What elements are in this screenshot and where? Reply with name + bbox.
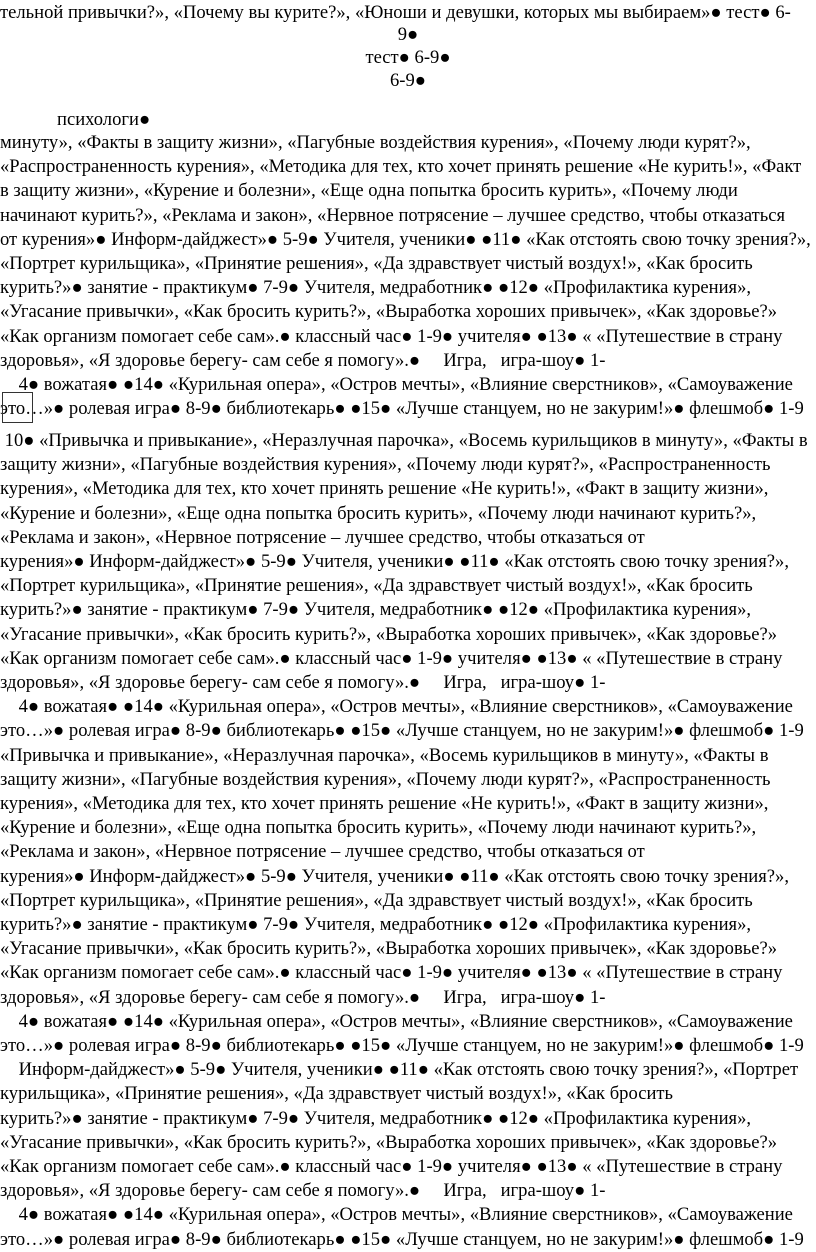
- text-line: от курения»● Информ-дайджест»● 5-9● Учителя, ученики● ●11● «Как отстоять свою точку зрения?»,: [0, 228, 811, 250]
- text-line: курильщика», «Принятие решения», «Да здравствует чистый воздух!», «Как бросить: [0, 1083, 674, 1105]
- text-line: 4● вожатая● ●14● «Курильная опера», «Остров мечты», «Влияние сверстников», «Самоуважение: [0, 1204, 793, 1226]
- text-line: курения»● Информ-дайджест»● 5-9● Учителя, ученики● ●11● «Как отстоять свою точку зрения?»,: [0, 865, 789, 887]
- text-line: минуту», «Факты в защиту жизни», «Пагубные воздействия курения», «Почему люди курят?»,: [0, 132, 751, 153]
- header-line: 9●: [397, 24, 419, 45]
- header-line: тест● 6-9●: [365, 47, 451, 68]
- text-line: Информ-дайджест»● 5-9● Учителя, ученики● ●11● «Как отстоять свою точку зрения?», «Портрет: [0, 1059, 799, 1081]
- text-line: здоровья», «Я здоровье берегу- сам себе я помогу».● Игра, игра-шоу● 1-: [0, 349, 606, 371]
- text-line: курения», «Методика для тех, кто хочет принять решение «Не курить!», «Факт в защиту жизни»,: [0, 793, 769, 814]
- text-line: «Портрет курильщика», «Принятие решения», «Да здравствует чистый воздух!», «Как бросить: [0, 575, 753, 597]
- text-line: «Угасание привычки», «Как бросить курить?», «Выработка хороших привычек», «Как здоровье?»: [0, 938, 778, 960]
- text-line: это…»● ролевая игра● 8-9● библиотекарь● ●15● «Лучше станцуем, но не закурим!»● флешмоб● 1-9: [0, 720, 804, 742]
- text-line: «Как организм помогает себе сам».● классный час● 1-9● учителя● ●13● « «Путешествие в страну: [0, 1156, 783, 1177]
- text-line: «Угасание привычки», «Как бросить курить?», «Выработка хороших привычек», «Как здоровье?»: [0, 1131, 778, 1153]
- text-line: курения»● Информ-дайджест»● 5-9● Учителя, ученики● ●11● «Как отстоять свою точку зрения?»,: [0, 551, 789, 572]
- text-line: курить?»● занятие - практикум● 7-9● Учителя, медработник● ●12● «Профилактика курения»,: [0, 914, 752, 935]
- text-line: курения», «Методика для тех, кто хочет принять решение «Не курить!», «Факт в защиту жизни»,: [0, 478, 769, 500]
- header-line: 6-9●: [389, 70, 427, 91]
- text-line: «Угасание привычки», «Как бросить курить?», «Выработка хороших привычек», «Как здоровье?»: [0, 301, 778, 323]
- text-line: 4● вожатая● ●14● «Курильная опера», «Остров мечты», «Влияние сверстников», «Самоуважение: [0, 1010, 793, 1032]
- text-line: курить?»● занятие - практикум● 7-9● Учителя, медработник● ●12● «Профилактика курения»,: [0, 599, 752, 621]
- text-line: «Портрет курильщика», «Принятие решения», «Да здравствует чистый воздух!», «Как бросить: [0, 253, 753, 274]
- text-line: «Курение и болезни», «Еще одна попытка бросить курить», «Почему люди начинают курить?»,: [0, 502, 757, 524]
- text-line: «Привычка и привыкание», «Неразлучная парочка», «Восемь курильщиков в минуту», «Факты в: [0, 744, 769, 766]
- text-line: начинают курить?», «Реклама и закон», «Нервное потрясение – лучшее средство, чтобы отказаться: [0, 204, 786, 226]
- text-line: «Курение и болезни», «Еще одна попытка бросить курить», «Почему люди начинают курить?»,: [0, 817, 757, 839]
- text-line: здоровья», «Я здоровье берегу- сам себе я помогу».● Игра, игра-шоу● 1-: [0, 672, 606, 693]
- text-line: здоровья», «Я здоровье берегу- сам себе я помогу».● Игра, игра-шоу● 1-: [0, 986, 606, 1008]
- psychologists-label: психологи●: [57, 109, 151, 130]
- text-line: 4● вожатая● ●14● «Курильная опера», «Остров мечты», «Влияние сверстников», «Самоуважение: [0, 374, 793, 395]
- text-line: «Портрет курильщика», «Принятие решения», «Да здравствует чистый воздух!», «Как бросить: [0, 889, 753, 911]
- text-line: «Распространенность курения», «Методика для тех, кто хочет принять решение «Не курить!», «Факт: [0, 156, 802, 178]
- text-line: защиту жизни», «Пагубные воздействия курения», «Почему люди курят?», «Распространенность: [0, 768, 771, 790]
- text-line: здоровья», «Я здоровье берегу- сам себе я помогу».● Игра, игра-шоу● 1-: [0, 1180, 606, 1202]
- text-line: в защиту жизни», «Курение и болезни», «Еще одна попытка бросить курить», «Почему люди: [0, 180, 738, 202]
- text-line: 4● вожатая● ●14● «Курильная опера», «Остров мечты», «Влияние сверстников», «Самоуважение: [0, 696, 793, 718]
- text-line: 10● «Привычка и привыкание», «Неразлучная парочка», «Восемь курильщиков в минуту», «Факты в: [0, 430, 808, 451]
- empty-box: [2, 392, 33, 423]
- text-line: это…»● ролевая игра● 8-9● библиотекарь● ●15● «Лучше станцуем, но не закурим!»● флешмоб● 1-9: [0, 398, 804, 420]
- text-line: курить?»● занятие - практикум● 7-9● Учителя, медработник● ●12● «Профилактика курения»,: [0, 1107, 752, 1129]
- text-line: «Как организм помогает себе сам».● классный час● 1-9● учителя● ●13● « «Путешествие в страну: [0, 325, 783, 347]
- text-line: защиту жизни», «Пагубные воздействия курения», «Почему люди курят?», «Распространенность: [0, 454, 771, 476]
- text-line: «Как организм помогает себе сам».● классный час● 1-9● учителя● ●13● « «Путешествие в страну: [0, 962, 783, 984]
- text-line: «Реклама и закон», «Нервное потрясение – лучшее средство, чтобы отказаться от: [0, 526, 645, 548]
- text-line: это…»● ролевая игра● 8-9● библиотекарь● ●15● «Лучше станцуем, но не закурим!»● флешмоб● 1-9: [0, 1228, 804, 1250]
- text-line: курить?»● занятие - практикум● 7-9● Учителя, медработник● ●12● «Профилактика курения»,: [0, 277, 752, 299]
- header-line: тельной привычки?», «Почему вы курите?», «Юноши и девушки, которых мы выбираем»● тест● 6-: [0, 2, 791, 23]
- text-line: «Реклама и закон», «Нервное потрясение – лучшее средство, чтобы отказаться от: [0, 841, 645, 863]
- text-line: «Как организм помогает себе сам».● классный час● 1-9● учителя● ●13● « «Путешествие в страну: [0, 647, 783, 669]
- text-line: «Угасание привычки», «Как бросить курить?», «Выработка хороших привычек», «Как здоровье?»: [0, 623, 778, 645]
- text-line: это…»● ролевая игра● 8-9● библиотекарь● ●15● «Лучше станцуем, но не закурим!»● флешмоб● 1-9: [0, 1035, 804, 1056]
